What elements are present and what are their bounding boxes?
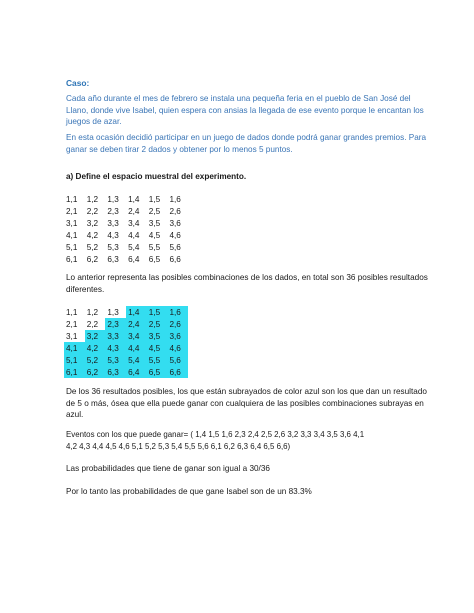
table-row: [64, 366, 188, 378]
outcome-cell: 6,1: [66, 254, 78, 264]
table-row: [64, 229, 188, 241]
table-row: [64, 241, 188, 253]
result-line-2: de 5 o más, ósea que ella puede ganar con cualquiera de las posibles combinaciones subrayas en: [66, 398, 424, 408]
result-line-1: De los 36 resultados posibles, los que están subrayados de color azul son los que dan un resultado: [66, 387, 427, 396]
outcome-cell: 2,6: [169, 206, 181, 216]
highlighted-outcome-cell: 6,1: [64, 366, 85, 378]
table-row: [64, 342, 188, 354]
highlighted-outcome-cell: 5,5: [147, 354, 168, 366]
highlighted-outcome-cell: 3,3: [105, 330, 126, 342]
highlighted-outcome-cell: 1,4: [126, 306, 147, 318]
conclusion-line: Por lo tanto las probabilidades de que gane Isabel son de un 83.3%: [66, 487, 312, 496]
case-heading: Caso:: [66, 78, 90, 88]
table-row: [64, 330, 188, 342]
outcome-cell: 5,6: [169, 242, 181, 252]
table-row: [64, 205, 188, 217]
result-line-3: azul.: [66, 410, 84, 420]
sample-space-table: [64, 193, 188, 265]
highlighted-sample-space-table: [64, 306, 188, 378]
highlighted-outcome-cell: 6,6: [167, 366, 188, 378]
outcome-cell: 4,2: [86, 230, 99, 240]
outcome-cell: 2,3: [107, 206, 119, 216]
outcome-cell: 1,4: [128, 194, 140, 204]
section-a-title: a) Define el espacio muestral del experimento.: [66, 172, 247, 181]
case-paragraph-2-line-2: ganar se deben tirar 2 dados y obtener por lo menos 5 puntos.: [66, 144, 293, 154]
outcome-cell: 4,4: [128, 230, 140, 240]
highlighted-outcome-cell: 2,5: [147, 318, 168, 330]
outcome-cell: 3,5: [148, 218, 161, 228]
highlighted-outcome-cell: 3,2: [85, 330, 106, 342]
events-paragraph: [66, 429, 414, 452]
outcome-cell: 1,2: [86, 194, 99, 204]
case-paragraph-1-line-3: juegos de azar.: [66, 117, 122, 127]
outcome-cell: 1,3: [107, 194, 119, 204]
outcome-cell: 5,1: [66, 242, 78, 252]
outcome-cell: 3,2: [86, 218, 99, 228]
outcome-cell: 1,3: [107, 307, 119, 317]
outcome-cell: 3,6: [169, 218, 181, 228]
outcome-cell: 5,3: [107, 242, 119, 252]
outcome-cell: 2,2: [86, 206, 99, 216]
highlighted-outcome-cell: 1,5: [147, 306, 168, 318]
highlighted-outcome-cell: 5,6: [167, 354, 188, 366]
outcome-cell: 5,4: [128, 242, 140, 252]
highlighted-outcome-cell: 6,4: [126, 366, 147, 378]
result-paragraph: [66, 386, 427, 421]
highlighted-outcome-cell: 4,4: [126, 342, 147, 354]
case-paragraph-1-line-2: Llano, donde vive Isabel, quien espera con ansias la llegada de ese evento porque le encantan los: [66, 105, 424, 115]
highlighted-outcome-cell: 5,4: [126, 354, 147, 366]
outcome-cell: 2,5: [148, 206, 161, 216]
outcome-cell: 1,5: [148, 194, 161, 204]
highlighted-outcome-cell: 5,2: [85, 354, 106, 366]
outcome-cell: 4,5: [148, 230, 161, 240]
outcome-cell: 2,1: [66, 319, 78, 329]
outcome-cell: 1,2: [86, 307, 99, 317]
highlighted-outcome-cell: 4,1: [64, 342, 85, 354]
outcome-cell: 2,1: [66, 206, 78, 216]
highlighted-outcome-cell: 3,6: [167, 330, 188, 342]
events-line-2: 4,2 4,3 4,4 4,5 4,6 5,1 5,2 5,3 5,4 5,5 5,6 6,1 6,2 6,3 6,4 6,5 6,6): [66, 441, 291, 451]
highlighted-outcome-cell: 3,4: [126, 330, 147, 342]
outcome-cell: 5,5: [148, 242, 161, 252]
outcome-cell: 6,3: [107, 254, 119, 264]
explanation-paragraph: [66, 272, 428, 295]
outcome-cell: 3,1: [66, 218, 78, 228]
outcome-cell: 4,1: [66, 230, 78, 240]
outcome-cell: 6,4: [128, 254, 140, 264]
highlighted-outcome-cell: 4,2: [85, 342, 106, 354]
highlighted-outcome-cell: 2,4: [126, 318, 147, 330]
highlighted-outcome-cell: 4,5: [147, 342, 168, 354]
explanation-line-1: Lo anterior representa las posibles combinaciones de los dados, en total son 36 posibles resultados: [66, 273, 428, 282]
outcome-cell: 1,1: [66, 194, 78, 204]
table-row: [64, 306, 188, 318]
highlighted-outcome-cell: 5,3: [105, 354, 126, 366]
outcome-cell: 6,6: [169, 254, 181, 264]
highlighted-outcome-cell: 6,2: [85, 366, 106, 378]
table-row: [64, 318, 188, 330]
case-paragraph-2: [66, 132, 427, 155]
outcome-cell: 4,6: [169, 230, 181, 240]
table-row: [64, 354, 188, 366]
highlighted-outcome-cell: 6,5: [147, 366, 168, 378]
highlighted-outcome-cell: 5,1: [64, 354, 85, 366]
outcome-cell: 1,6: [169, 194, 181, 204]
highlighted-outcome-cell: 3,5: [147, 330, 168, 342]
highlighted-outcome-cell: 4,6: [167, 342, 188, 354]
outcome-cell: 6,5: [148, 254, 161, 264]
outcome-cell: 1,1: [66, 307, 78, 317]
outcome-cell: 2,4: [128, 206, 140, 216]
outcome-cell: 3,3: [107, 218, 119, 228]
highlighted-outcome-cell: 6,3: [105, 366, 126, 378]
highlighted-outcome-cell: 1,6: [167, 306, 188, 318]
table-row: [64, 193, 188, 205]
events-line-1: Eventos con los que puede ganar= ( 1,4 1,5 1,6 2,3 2,4 2,5 2,6 3,2 3,3 3,4 3,5 3,6 4,1: [66, 430, 365, 439]
highlighted-outcome-cell: 4,3: [105, 342, 126, 354]
outcome-cell: 4,3: [107, 230, 119, 240]
outcome-cell: 6,2: [86, 254, 99, 264]
outcome-cell: 5,2: [86, 242, 99, 252]
outcome-cell: 2,2: [86, 319, 99, 329]
table-row: [64, 217, 188, 229]
explanation-line-2: diferentes.: [66, 284, 105, 294]
case-paragraph-1-line-1: Cada año durante el mes de febrero se instala una pequeña feria en el pueblo de San José del: [66, 94, 411, 103]
probability-line: Las probabilidades que tiene de ganar son igual a 30/36: [66, 464, 270, 473]
case-paragraph-1: [66, 93, 424, 128]
case-paragraph-2-line-1: En esta ocasión decidió participar en un juego de dados donde podrá ganar grandes premios. Para: [66, 133, 427, 142]
outcome-cell: 3,4: [128, 218, 140, 228]
highlighted-outcome-cell: 2,3: [105, 318, 126, 330]
table-row: [64, 253, 188, 265]
highlighted-outcome-cell: 2,6: [167, 318, 188, 330]
outcome-cell: 3,1: [66, 331, 78, 341]
